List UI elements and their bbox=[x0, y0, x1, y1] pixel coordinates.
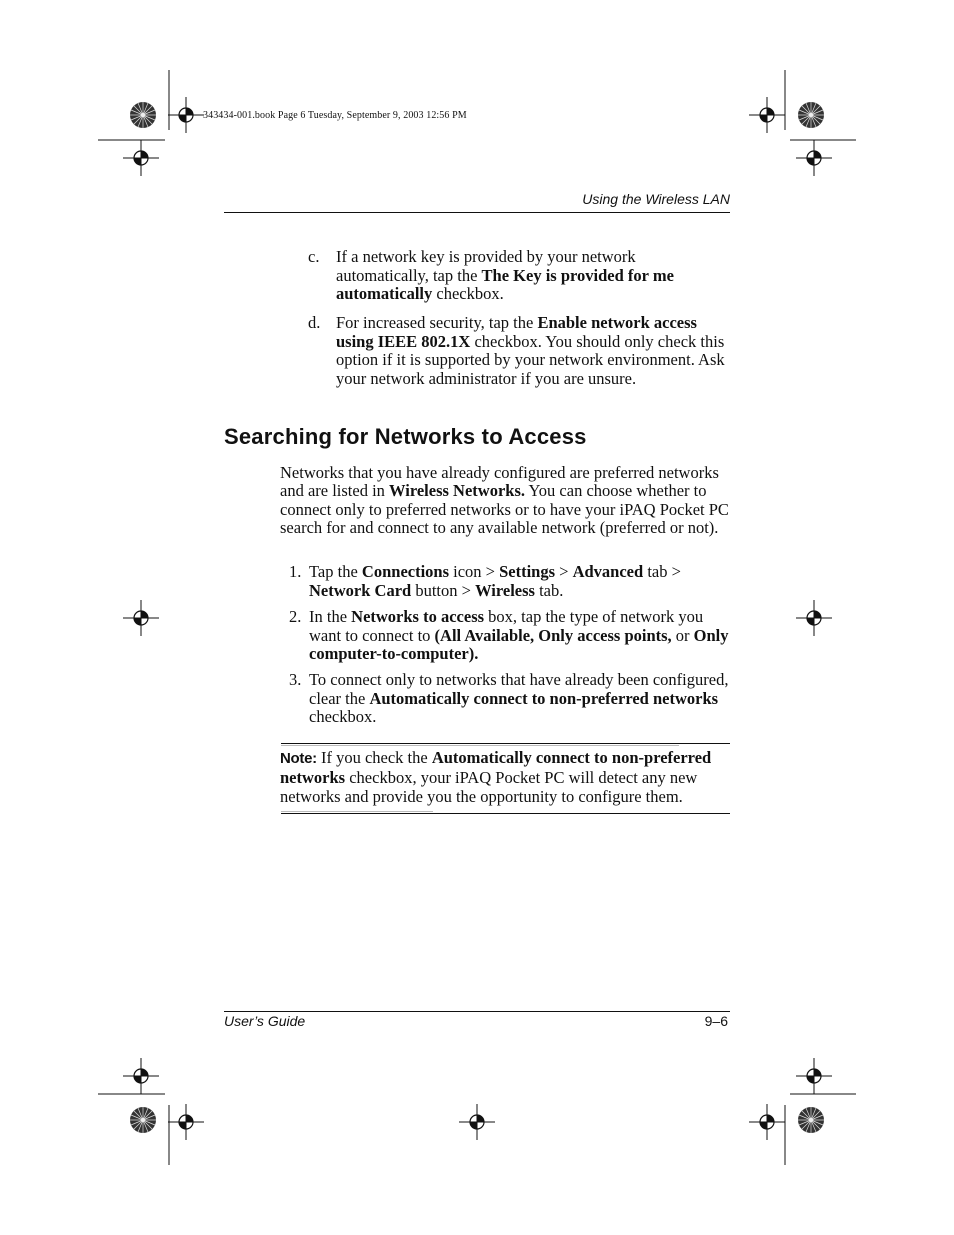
note-bottom-rule bbox=[281, 813, 730, 814]
page-number: 9–6 bbox=[704, 1013, 728, 1029]
step-text: Tap the Connections icon > Settings > Advanced tab > Network Card button > Wireless tab. bbox=[309, 562, 681, 600]
running-head: Using the Wireless LAN bbox=[582, 191, 730, 207]
intro-paragraph: Networks that you have already configured are preferred networks and are listed in Wireless Networks. You can choose whether to connect only to preferred networks or to have your iPAQ Pocket PC search for and connect to any available network (preferred or not). bbox=[280, 463, 729, 538]
note-bottom-rule-shadow bbox=[281, 811, 433, 812]
list-item-label: d. bbox=[308, 313, 321, 332]
note-box bbox=[280, 748, 732, 806]
step-number: 1. bbox=[289, 562, 302, 581]
step-number: 2. bbox=[289, 607, 302, 626]
print-slug: 343434-001.book Page 6 Tuesday, September 9, 2003 12:56 PM bbox=[203, 110, 467, 121]
list-item-text: If a network key is provided by your network automatically, tap the The Key is provided for me automatically checkbox. bbox=[336, 247, 674, 304]
step-number: 3. bbox=[289, 670, 302, 689]
note-label: Note: bbox=[280, 750, 317, 767]
note-top-rule bbox=[281, 743, 730, 744]
footer-rule bbox=[224, 1011, 730, 1012]
section-heading: Searching for Networks to Access bbox=[224, 424, 587, 449]
footer-title: User’s Guide bbox=[224, 1013, 306, 1029]
note-text: If you check the Automatically connect to non-preferred networks checkbox, your iPAQ Pocket PC will detect any new networks and provide you the opportunity to configure them. bbox=[280, 748, 712, 806]
note-top-rule-shadow bbox=[281, 745, 679, 746]
list-item-text: For increased security, tap the Enable network access using IEEE 802.1X checkbox. You should only check this option if it is supported by your network environment. Ask your network administrator if you are unsure. bbox=[336, 313, 725, 389]
step-text: To connect only to networks that have already been configured, clear the Automatically connect to non-preferred networks checkbox. bbox=[309, 670, 729, 727]
header-rule bbox=[224, 212, 730, 213]
list-item-label: c. bbox=[308, 247, 320, 266]
step-text: In the Networks to access box, tap the type of network you want to connect to (All Available, Only access points, or Only computer-to-computer). bbox=[309, 607, 729, 664]
